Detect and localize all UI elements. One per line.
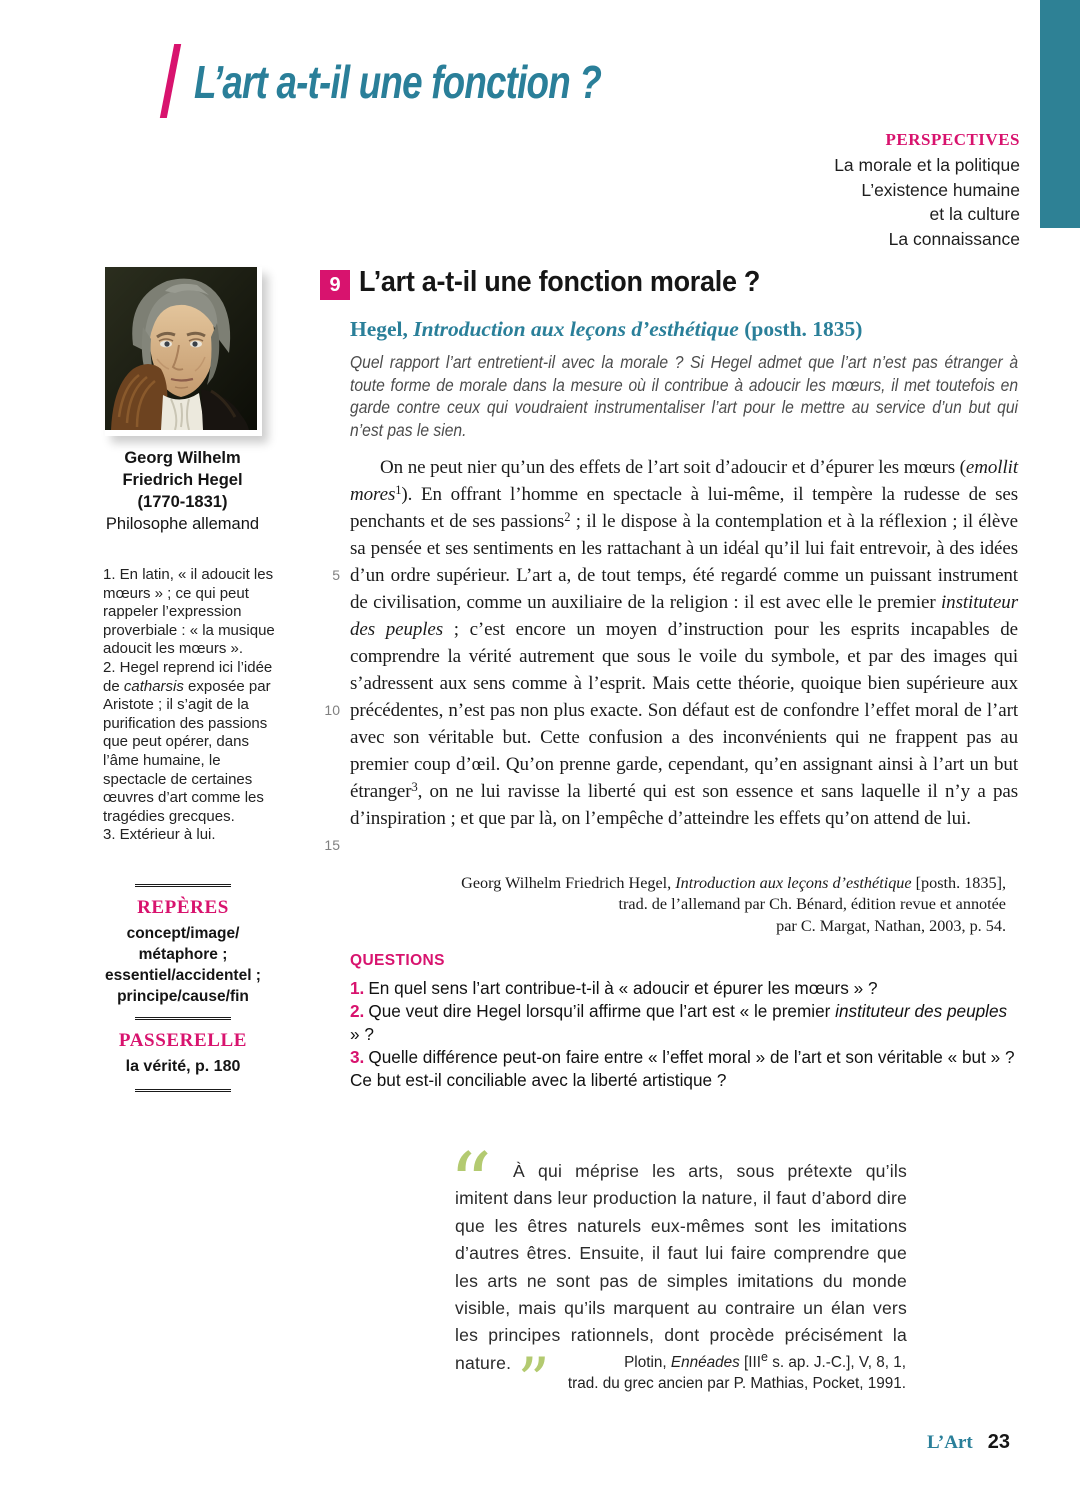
divider-rule <box>135 1017 231 1020</box>
main-text-block <box>318 454 1020 853</box>
perspectives-item: L’existence humaine <box>861 179 1020 200</box>
question-2: 2. Que veut dire Hegel lorsqu’il affirme que l’art est « le premier instituteur des peuples » ? <box>350 1001 1008 1044</box>
questions-title: QUESTIONS <box>350 952 445 969</box>
section-number-badge: 9 <box>320 270 350 300</box>
heading-date: (posth. 1835) <box>738 317 863 341</box>
footnote-ref: 1 <box>395 483 402 497</box>
footnote-3: 3. Extérieur à lui. <box>103 826 216 844</box>
footnote-ref: 3 <box>411 780 418 794</box>
heading-work-title: Introduction aux leçons d’esthétique <box>413 317 739 341</box>
footnote-2: 2. Hegel reprend ici l’idée de catharsis exposée par Aristote ; il s’agit de la purification des passions que peut opérer, dans l’âme humaine, le spectacle de certaines œuvres d’art comme les tragédies grecques. <box>103 658 273 825</box>
source-citation <box>430 873 1006 937</box>
hegel-portrait-image <box>105 267 262 436</box>
line-number: 15 <box>324 837 340 853</box>
quote-text: À qui méprise les arts, sous prétexte qu’ils imitent dans leur production la nature, il faut d’abord dire que les êtres naturels eux-mêmes sont les imitations d’autres êtres. Ensuite, il faut lui faire comprendre que les arts ne sont pas de simples imitations du monde visible, mais qu’ils marquent au contraire un élan vers les principes rationnels, dont procède précisément la nature.” <box>455 1161 907 1419</box>
author-name-line: Friedrich Hegel <box>122 471 243 489</box>
citation-line: Georg Wilhelm Friedrich Hegel, Introduction aux leçons d’esthétique [posth. 1835], <box>461 874 1006 892</box>
reperes-line: concept/image/ <box>126 925 240 942</box>
line-number: 10 <box>324 702 340 718</box>
title-accent-bar <box>160 44 181 118</box>
page-footer <box>840 1431 1010 1454</box>
perspectives-item: La connaissance <box>888 228 1020 249</box>
section-title: L’art a-t-il une fonction morale ? <box>359 266 761 298</box>
footer-page-number: 23 <box>987 1431 1010 1453</box>
divider-rule <box>135 884 231 887</box>
portrait-illustration <box>105 267 257 430</box>
question-3: 3. Quelle différence peut-on faire entre « l’effet moral » de l’art et son véritable « but » ? Ce but est-il conciliable avec la liberté artistique ? <box>350 1047 1015 1090</box>
close-quote-icon: ” <box>517 1344 551 1419</box>
reperes-line: métaphore ; <box>138 946 228 963</box>
questions-block <box>350 952 1018 1092</box>
author-dates: (1770-1831) <box>137 493 228 511</box>
page-edge-band <box>1040 0 1080 228</box>
reperes-passerelle-box <box>103 884 263 1092</box>
question-1: 1. En quel sens l’art contribue-t-il à « adoucir et épurer les mœurs » ? <box>350 978 878 998</box>
quote-source <box>480 1352 906 1394</box>
reperes-line: principe/cause/fin <box>117 988 249 1005</box>
author-role: Philosophe allemand <box>105 515 260 533</box>
citation-line: trad. de l’allemand par Ch. Bénard, édition revue et annotée <box>618 895 1006 914</box>
line-number: 5 <box>332 567 340 583</box>
reperes-title: REPÈRES <box>137 897 229 918</box>
quote-source-line: trad. du grec ancien par P. Mathias, Pocket, 1991. <box>567 1375 906 1392</box>
footnote-1: 1. En latin, « il adoucit les mœurs » ; ce qui peut rappeler l’expression proverbiale : « la musique adoucit les mœurs ». <box>103 566 275 658</box>
heading-author: Hegel, <box>350 317 414 341</box>
author-name-line: Georg Wilhelm <box>124 449 241 467</box>
text-heading <box>350 317 862 342</box>
portrait-caption <box>90 447 275 535</box>
chapeau-introduction: Quel rapport l’art entretient-il avec la morale ? Si Hegel admet que l’art n’est pas étranger à toute forme de morale dans la mesure où il contribue à adoucir les mœurs, il met toutefois en garde contre ceux qui voudraient instrumentaliser l’art pour le mettre au service d’un but qui n’est pas le sien. <box>350 352 1019 440</box>
margin-footnotes <box>103 566 275 845</box>
chapter-title: L’art a-t-il une fonction ? <box>194 56 602 108</box>
passerelle-title: PASSERELLE <box>118 1030 248 1051</box>
footnote-ref: 2 <box>564 510 571 524</box>
perspectives-item: La morale et la politique <box>834 155 1020 175</box>
perspectives-label: PERSPECTIVES <box>885 130 1020 149</box>
passerelle-reference: la vérité, p. 180 <box>125 1058 241 1075</box>
citation-line: par C. Margat, Nathan, 2003, p. 54. <box>776 916 1006 935</box>
quote-source-line: Plotin, Ennéades [IIIe s. ap. J.-C.], V, 8, 1, <box>624 1350 906 1371</box>
footer-section-label: L’Art <box>927 1432 973 1453</box>
perspectives-block <box>660 130 1020 251</box>
hegel-text-paragraph: On ne peut nier qu’un des effets de l’art soit d’adoucir et d’épurer les mœurs (emollit mores$^1$). En offrant l’homme en spectacle à lui-même, il tempère la rudesse de ses penchants et de ses passions$^2$ ; il le dispose à la contemplation et à la réflexion ; il élève sa pensée et ses sentiments en les rattachant à un idéal qu’il lui fait entrevoir, à des idées d’un ordre supérieur. L’art a, de tout temps, été regardé comme un puissant instrument de civilisation, comme un auxiliaire de la religion : il est avec elle le premier instituteur des peuples ; c’est encore un moyen d’instruction pour les esprits incapables de comprendre la vérité autrement que sous le voile du symbole, et par des images qui s’adressent aux sens comme à l’esprit. Mais cette théorie, quoique bien supérieure aux précédentes, n’est pas non plus exacte. Son défaut est de confondre l’effet moral de l’art avec son véritable but. Cette confusion a des inconvénients qui ne frappent pas au premier coup d’œil. Qu’on prenne garde, cependant, qu’en assignant ainsi à l’art un but étranger$^3$, on ne lui ravisse la liberté qui est son essence et sans laquelle il n’y a pas d’inspiration ; et que par là, on l’empêche d’atteindre les effets qu’on attend de lui. <box>350 457 1018 829</box>
divider-rule <box>135 1089 231 1092</box>
perspectives-item: et la culture <box>929 204 1020 224</box>
open-quote-icon: “ <box>449 1135 492 1233</box>
reperes-line: essentiel/accidentel ; <box>105 967 261 984</box>
